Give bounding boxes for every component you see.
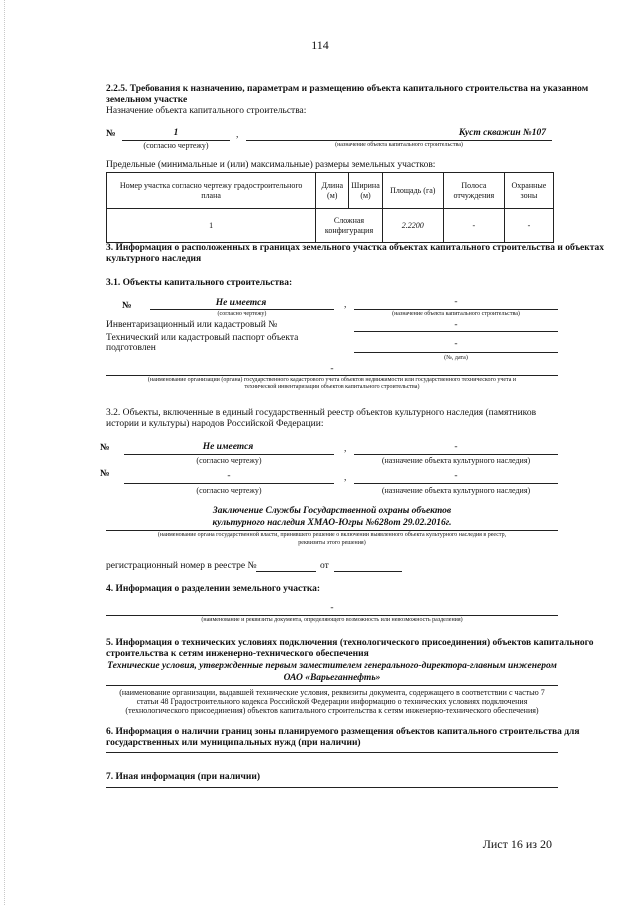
registry-number-underline [256, 571, 316, 572]
registry-date-underline [334, 571, 402, 572]
heritage-purpose-underline-2 [354, 483, 558, 484]
number-label-31: № [122, 301, 132, 311]
scan-edge [4, 0, 6, 905]
caption-division-document: (наименование и реквизиты документа, определяющего возможность или невозможность разделения) [201, 617, 463, 623]
passport-value: - [454, 339, 458, 349]
heritage-underline-1 [124, 454, 334, 455]
number-label-32a: № [100, 443, 110, 453]
heritage-object-value-2: - [227, 471, 231, 481]
comma-32a: , [344, 444, 347, 454]
passport-underline [354, 352, 558, 353]
cap-purpose-dash: - [454, 297, 458, 307]
section-5-title-line2: строительства к сетям инженерно-технического обеспечения [106, 649, 369, 659]
number-label-32b: № [100, 469, 110, 479]
purpose-label: Назначение объекта капитального строительства: [106, 106, 307, 116]
conclusion-line1: Заключение Службы Государственной охраны объектов [212, 506, 452, 516]
table-row [107, 209, 554, 243]
comma-31: , [344, 300, 347, 310]
cap-purpose-underline [354, 309, 558, 310]
section-225-title-line1: 2.2.5. Требования к назначению, параметрам и размещению объекта капитального строительства на указанном [106, 84, 589, 94]
header-plot-number: Номер участка согласно чертежу градостроительного плана [107, 173, 316, 209]
object-purpose-value: Куст скважин №107 [458, 128, 546, 138]
conclusion-line2: культурного наследия ХМАО-Югры №628от 29.02.2016г. [212, 518, 452, 528]
cell-exclusion-strip: - [443, 209, 504, 243]
object-number-value: 1 [173, 128, 179, 138]
caption-authority-line2: реквизиты этого решения) [298, 540, 366, 546]
caption-object-purpose: (назначение объекта капитального строительства) [335, 142, 463, 148]
page-number: 114 [311, 38, 329, 52]
header-protected-zones: Охранные зоны [504, 173, 553, 209]
tech-conditions-value-line1: Технические условия, утвержденные первым заместителем генерального-директора-главным инженером [107, 661, 557, 671]
registry-from-label: от [320, 561, 329, 571]
tech-conditions-underline [106, 685, 558, 686]
header-width: Ширина (м) [349, 173, 383, 209]
limits-label: Предельные (минимальные и (или) максимальные) размеры земельных участков: [106, 160, 436, 170]
caption-number-date: (№, дата) [444, 355, 468, 361]
heritage-object-value-1: Не имеется [202, 442, 254, 452]
section-7-title: 7. Иная информация (при наличии) [106, 772, 261, 782]
conclusion-underline [106, 530, 558, 531]
caption-tech-line1: (наименование организации, выдавшей технические условия, реквизиты документа, содержащего в соответствии с частью 7 [119, 688, 545, 697]
inventory-value: - [454, 320, 458, 330]
section-32-title-line1: 3.2. Объекты, включенные в единый государственный реестр объектов культурного наследия (памятников [106, 408, 537, 418]
caption-by-drawing-32a: (согласно чертежу) [196, 456, 262, 465]
section-7-underline [106, 787, 558, 788]
section-4-title: 4. Информация о разделении земельного участка: [106, 584, 321, 594]
cell-plot-number: 1 [107, 209, 316, 243]
inventory-underline [354, 331, 558, 332]
cell-protected-zones: - [504, 209, 553, 243]
header-length: Длина (м) [316, 173, 349, 209]
cap-object-underline [150, 309, 334, 310]
caption-heritage-purpose-1: (назначение объекта культурного наследия) [381, 456, 531, 465]
section-32-title-line2: истории и культуры) народов Российской Федерации: [106, 419, 324, 429]
section-3-title-line1: 3. Информация о расположенных в границах земельного участка объектах капитального строительства и объектах [106, 243, 605, 253]
division-value: - [330, 603, 334, 613]
table-header-row [107, 173, 554, 209]
purpose-underline [246, 140, 552, 141]
header-area: Площадь (га) [382, 173, 443, 209]
caption-authority-line1: (наименование органа государственной власти, принявшего решение о включении выявленного объекта культурного наследия в реестр, [157, 532, 507, 538]
caption-cap-purpose: (назначение объекта капитального строительства) [392, 311, 520, 317]
passport-label-line2: подготовлен [106, 343, 156, 353]
section-225-title-line2: земельном участке [106, 95, 188, 105]
org-value: - [330, 364, 334, 374]
comma: , [236, 130, 239, 140]
caption-by-drawing-32b: (согласно чертежу) [196, 486, 262, 495]
section-31-title: 3.1. Объекты капитального строительства: [106, 278, 293, 288]
caption-tech-line2: статьи 48 Градостроительного кодекса Российской Федерации информацию о технических условиях подключения [136, 697, 528, 706]
heritage-purpose-underline-1 [354, 454, 558, 455]
division-underline [106, 615, 558, 616]
section-6-underline [106, 752, 558, 753]
section-5-title-line1: 5. Информация о технических условиях подключения (технологического присоединения) объектов капитального [106, 638, 594, 648]
number-label: № [106, 129, 116, 139]
cap-object-value: Не имеется [215, 298, 267, 308]
cell-configuration: Сложная конфигурация [316, 209, 383, 243]
section-6-title-line1: 6. Информация о наличии границ зоны планируемого размещения объектов капитального строительства для [106, 727, 580, 737]
sheet-counter: Лист 16 из 20 [482, 837, 552, 851]
tech-conditions-value-line2: ОАО «Варьеганнефть» [283, 673, 381, 683]
heritage-purpose-dash-2: - [454, 471, 458, 481]
comma-32b: , [344, 473, 347, 483]
passport-label-line1: Технический или кадастровый паспорт объекта [106, 333, 299, 343]
registry-number-label: регистрационный номер в реестре № [106, 561, 257, 571]
org-underline [106, 375, 558, 376]
caption-by-drawing: (согласно чертежу) [143, 141, 209, 150]
heritage-purpose-dash-1: - [454, 442, 458, 452]
caption-org-line1: (наименование организации (органа) государственного кадастрового учета объектов недвижимости или государственного технического учета и [147, 377, 517, 383]
caption-by-drawing-31: (согласно чертежу) [217, 311, 267, 317]
cell-area: 2.2200 [382, 209, 443, 243]
caption-org-line2: технической инвентаризации объектов капитального строительства) [244, 384, 420, 390]
section-6-title-line2: государственных или муниципальных нужд (при наличии) [106, 738, 361, 748]
header-exclusion-strip: Полоса отчуждения [443, 173, 504, 209]
section-3-title-line2: культурного наследия [106, 254, 202, 264]
limits-table [106, 172, 554, 243]
caption-tech-line3: (технологического присоединения) объектов капитального строительства к сетям инженерно-технического обеспечения) [125, 706, 539, 715]
heritage-underline-2 [124, 483, 334, 484]
caption-heritage-purpose-2: (назначение объекта культурного наследия) [381, 486, 531, 495]
inventory-label: Инвентаризационный или кадастровый № [106, 320, 278, 330]
